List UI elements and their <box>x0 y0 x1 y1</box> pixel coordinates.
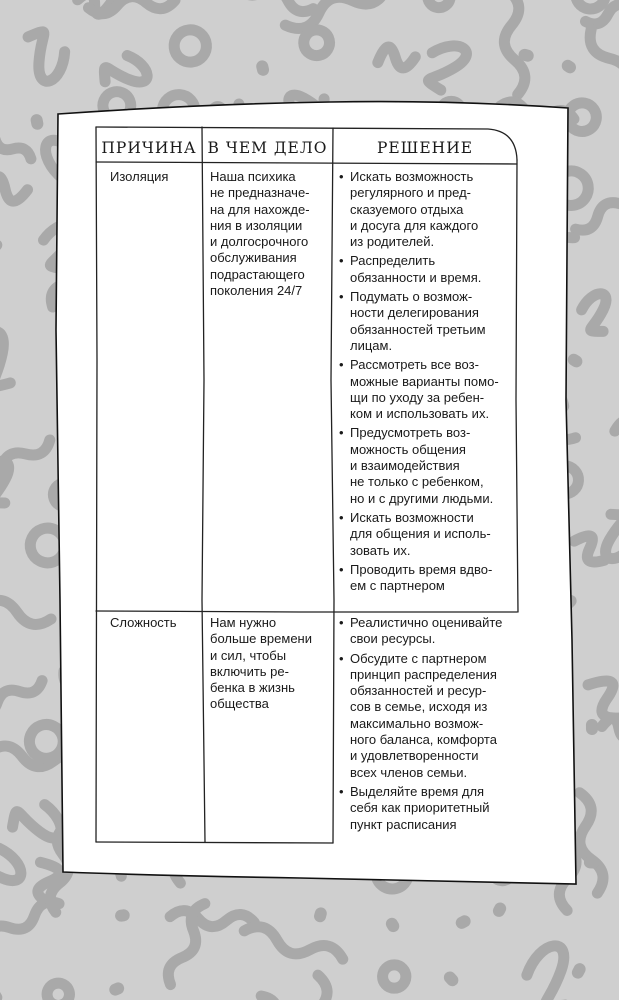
essence-line: ния в изоляции <box>210 217 303 233</box>
solution-line: из родителей. <box>350 234 435 250</box>
solution-line: • Проводить время вдво- <box>350 561 493 577</box>
solution-line: • Искать возможности <box>350 509 474 525</box>
essence-line: обслуживания <box>210 250 297 266</box>
solution-line: принцип распределения <box>350 666 497 682</box>
solution-line: • Выделяйте время для <box>350 783 485 799</box>
solution-line: обязанности и время. <box>350 269 482 285</box>
solution-line: пункт расписания <box>350 816 457 832</box>
solution-line: зовать их. <box>350 542 411 558</box>
solution-line: • Предусмотреть воз- <box>350 425 471 441</box>
solution-item <box>339 425 511 506</box>
solution-line: лицам. <box>350 337 393 353</box>
solution-line: и удовлетворенности <box>350 748 479 764</box>
essence-line: и долгосрочного <box>210 234 309 250</box>
row-1-essence <box>210 169 330 299</box>
solution-line: ного баланса, комфорта <box>350 732 497 748</box>
solution-line: и взаимодействия <box>350 458 460 474</box>
solution-line: ем с партнером <box>350 578 445 594</box>
solution-item <box>339 510 511 559</box>
header-essence: В ЧЕМ ДЕЛО <box>207 139 328 157</box>
solution-line: всех членов семьи. <box>350 764 468 780</box>
solution-line: • Реалистично оценивайте <box>350 615 503 630</box>
solution-line: ности делегирования <box>350 305 479 321</box>
solution-item <box>339 169 511 250</box>
solution-line: обязанностей третьим <box>350 321 486 337</box>
solution-line: обязанностей и ресур- <box>350 683 487 699</box>
solution-line: регулярного и пред- <box>350 185 471 201</box>
solution-line: можность общения <box>350 441 466 457</box>
solution-line: • Искать возможность <box>350 169 474 184</box>
solution-line: • Подумать о возмож- <box>350 289 473 305</box>
solution-line: ком и использовать их. <box>350 406 490 422</box>
solution-line: • Распределить <box>350 253 436 269</box>
solution-line: но и с другими людьми. <box>350 490 494 506</box>
essence-line: поколения 24/7 <box>210 283 303 299</box>
solution-line: себя как приоритетный <box>350 800 490 816</box>
row-2-cause: Сложность <box>110 615 177 630</box>
essence-line: больше времени <box>210 631 312 647</box>
essence-line: на для нахожде- <box>210 201 310 217</box>
solution-line: не только с ребенком, <box>350 474 484 490</box>
solution-item <box>339 615 511 648</box>
row-2-solutions <box>339 615 511 836</box>
solution-list <box>339 169 511 594</box>
essence-line: не предназначе- <box>210 185 310 201</box>
solution-item <box>339 562 511 595</box>
solution-item <box>339 253 511 286</box>
solution-line: для общения и исполь- <box>350 526 491 542</box>
essence-line: Наша психика <box>210 169 296 184</box>
solution-line: можные варианты помо- <box>350 373 499 389</box>
solution-line: • Обсудите с партнером <box>350 650 487 666</box>
causes-table <box>96 127 517 842</box>
solution-line: максимально возмож- <box>350 715 484 731</box>
solution-line: • Рассмотреть все воз- <box>350 357 479 373</box>
solution-item <box>339 784 511 833</box>
solution-line: сказуемого отдыха <box>350 201 464 217</box>
solution-line: сов в семье, исходя из <box>350 699 488 715</box>
row-1-solutions <box>339 169 511 597</box>
essence-line: бенка в жизнь <box>210 680 295 696</box>
solution-line: свои ресурсы. <box>350 631 436 647</box>
row-1-cause: Изоляция <box>110 169 169 184</box>
row-2-essence <box>210 615 330 713</box>
solution-item <box>339 357 511 422</box>
solution-list <box>339 615 511 833</box>
header-cause: ПРИЧИНА <box>101 139 197 157</box>
solution-line: щи по уходу за ребен- <box>350 389 485 405</box>
solution-item <box>339 289 511 354</box>
solution-line: и досуга для каждого <box>350 217 479 233</box>
header-solution: РЕШЕНИЕ <box>376 139 474 157</box>
solution-item <box>339 651 511 781</box>
essence-line: общества <box>210 696 269 712</box>
essence-line: и сил, чтобы <box>210 647 287 663</box>
essence-line: включить ре- <box>210 663 289 679</box>
essence-line: Нам нужно <box>210 615 277 630</box>
essence-line: подрастающего <box>210 266 305 282</box>
